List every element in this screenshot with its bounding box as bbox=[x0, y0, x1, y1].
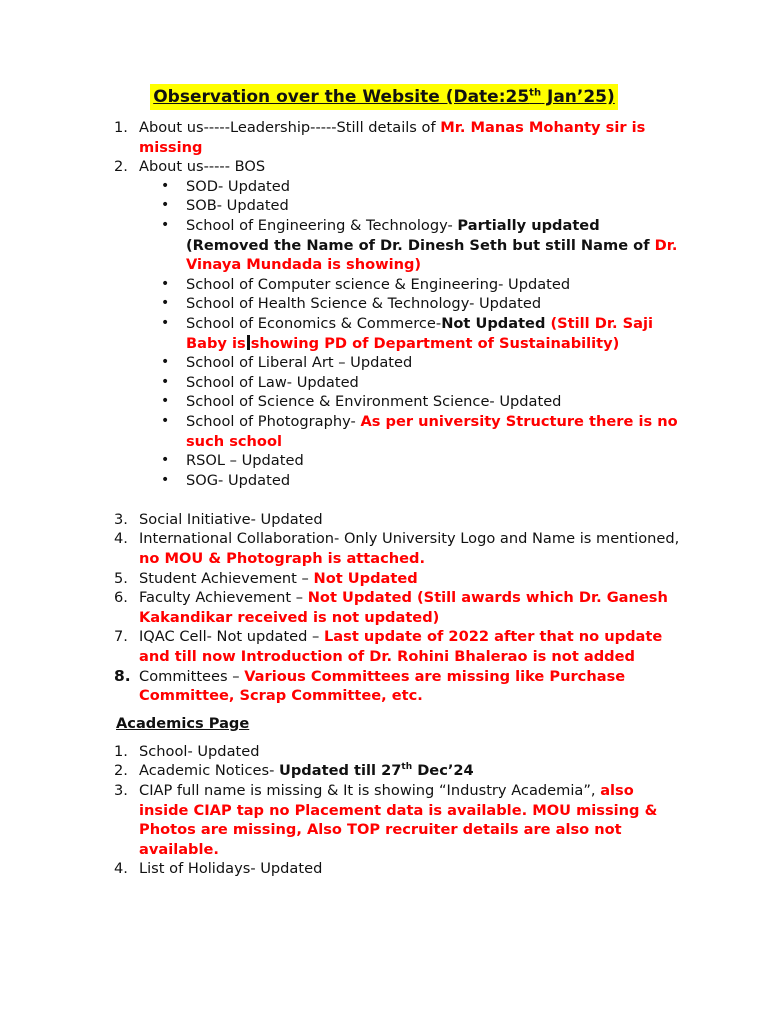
bos-text: School of Law- Updated bbox=[186, 373, 359, 391]
list-item-academic-notices bbox=[0, 761, 768, 781]
item-number: 2. bbox=[114, 762, 128, 780]
bos-item-engineering bbox=[0, 216, 768, 275]
bos-item-sog bbox=[0, 471, 768, 491]
bos-item-rsol bbox=[0, 451, 768, 471]
bullet-icon: • bbox=[161, 275, 170, 292]
title-text: Observation over the Website (Date:25 bbox=[153, 87, 530, 107]
item-text: Student Achievement – bbox=[139, 569, 314, 587]
item-text: Faculty Achievement – bbox=[139, 589, 308, 607]
list-item-faculty-achievement bbox=[0, 588, 768, 627]
bos-text: School of Photography- bbox=[186, 412, 361, 430]
bos-item-liberal-art bbox=[0, 353, 768, 373]
item-number: 7. bbox=[114, 628, 128, 646]
list-item-holidays bbox=[0, 859, 768, 879]
bullet-icon: • bbox=[161, 177, 170, 194]
bos-text: SOG- Updated bbox=[186, 471, 291, 489]
list-item-committees bbox=[0, 667, 768, 706]
item-issue: Not Updated bbox=[313, 569, 418, 587]
item-text: IQAC Cell- Not updated – bbox=[139, 628, 324, 646]
item-number: 6. bbox=[114, 589, 128, 607]
list-item-iqac-cell bbox=[0, 627, 768, 666]
bullet-icon: • bbox=[161, 197, 170, 214]
title-suffix: Jan’25) bbox=[541, 87, 615, 107]
bullet-icon: • bbox=[161, 295, 170, 312]
item-number: 1. bbox=[114, 742, 128, 760]
bos-text: School of Liberal Art – Updated bbox=[186, 354, 413, 372]
item-status-date: Dec’24 bbox=[412, 762, 474, 780]
bullet-icon: • bbox=[161, 471, 170, 488]
item-issue: Not Updated (Still awards which Dr. Ganesh Kakandikar received is not updated) bbox=[139, 589, 668, 626]
bos-issue: (Still Dr. Saji Baby is bbox=[186, 314, 653, 352]
item-text: Social Initiative- Updated bbox=[139, 510, 323, 528]
bos-item-computer-science bbox=[0, 275, 768, 295]
spacer bbox=[0, 490, 768, 510]
item-issue: no MOU & Photograph is attached. bbox=[139, 550, 426, 568]
list-item-school bbox=[0, 742, 768, 762]
bullet-icon: • bbox=[161, 412, 170, 429]
bos-text: SOD- Updated bbox=[186, 177, 291, 195]
list-item-about-bos bbox=[0, 157, 768, 177]
title-wrap bbox=[0, 84, 768, 110]
title-sup: th bbox=[529, 87, 542, 99]
list-item-student-achievement bbox=[0, 569, 768, 589]
bos-issue: As per university Structure there is no such school bbox=[186, 412, 678, 450]
item-text: Academic Notices- bbox=[139, 762, 280, 780]
bos-list bbox=[0, 177, 768, 491]
bos-text: School of Economics & Commerce- bbox=[186, 314, 442, 332]
bullet-icon: • bbox=[161, 452, 170, 469]
academics-list bbox=[0, 742, 768, 879]
item-issue: Various Committees are missing like Purchase Committee, Scrap Committee, etc. bbox=[139, 667, 626, 705]
bos-item-health-science bbox=[0, 294, 768, 314]
bullet-icon: • bbox=[161, 216, 170, 233]
academics-heading: Academics Page bbox=[116, 714, 250, 732]
item-number: 2. bbox=[114, 158, 128, 176]
item-issue: also inside CIAP tap no Placement data is available. MOU missing & Photos are missing, Also TOP recruiter details are also not available. bbox=[139, 782, 658, 858]
item-text: International Collaboration- Only University Logo and Name is mentioned, bbox=[139, 530, 680, 548]
bullet-icon: • bbox=[161, 354, 170, 371]
item-issue: Last update of 2022 after that no update and till now Introduction of Dr. Rohini Bhalerao is not added bbox=[139, 628, 663, 666]
bos-text: School of Computer science & Engineering- Updated bbox=[186, 275, 571, 293]
item-number: 4. bbox=[114, 860, 128, 878]
bos-item-science-environment bbox=[0, 392, 768, 412]
item-text: List of Holidays- Updated bbox=[139, 860, 323, 878]
text-cursor-icon bbox=[247, 335, 250, 350]
bos-text: School of Health Science & Technology- Updated bbox=[186, 295, 542, 313]
item-issue: Mr. Manas Mohanty sir is missing bbox=[139, 119, 646, 156]
item-number: 3. bbox=[114, 782, 128, 799]
bos-issue: Dr. Vinaya Mundada is showing) bbox=[186, 236, 678, 274]
bos-item-economics bbox=[0, 314, 768, 353]
item-text: About us-----Leadership-----Still details of bbox=[139, 119, 441, 136]
bos-item-law bbox=[0, 373, 768, 393]
bullet-icon: • bbox=[161, 393, 170, 410]
bos-text: School of Science & Environment Science- Updated bbox=[186, 393, 562, 411]
document-body bbox=[0, 118, 768, 879]
page-title bbox=[150, 84, 618, 110]
list-item-social-initiative bbox=[0, 510, 768, 530]
item-number: 8. bbox=[114, 666, 131, 685]
item-number: 3. bbox=[114, 510, 128, 528]
item-text: About us----- BOS bbox=[139, 158, 266, 176]
bos-item-photography bbox=[0, 412, 768, 451]
bos-item-sob bbox=[0, 196, 768, 216]
observation-list bbox=[0, 118, 768, 706]
item-text: Committees – bbox=[139, 667, 245, 685]
item-number: 4. bbox=[114, 530, 128, 548]
bos-text: School of Engineering & Technology- bbox=[186, 216, 458, 234]
item-number: 1. bbox=[114, 119, 128, 136]
bos-item-sod bbox=[0, 177, 768, 197]
item-number: 5. bbox=[114, 569, 128, 587]
bos-text: RSOL – Updated bbox=[186, 452, 304, 470]
list-item-international-collaboration bbox=[0, 529, 768, 568]
item-text: School- Updated bbox=[139, 742, 260, 760]
item-sup: th bbox=[401, 762, 413, 773]
list-item-ciap bbox=[0, 781, 768, 859]
bos-text: SOB- Updated bbox=[186, 197, 289, 215]
list-item-about-leadership bbox=[0, 118, 768, 157]
bos-issue-cont: showing PD of Department of Sustainability) bbox=[250, 334, 620, 352]
bos-status: Not Updated bbox=[441, 314, 551, 332]
bos-status: Partially updated (Removed the Name of Dr. Dinesh Seth but still Name of bbox=[186, 216, 655, 254]
item-status: Updated till 27 bbox=[279, 762, 402, 780]
bullet-icon: • bbox=[161, 314, 170, 331]
bullet-icon: • bbox=[161, 373, 170, 390]
item-text: CIAP full name is missing & It is showing “Industry Academia”, bbox=[139, 782, 601, 799]
